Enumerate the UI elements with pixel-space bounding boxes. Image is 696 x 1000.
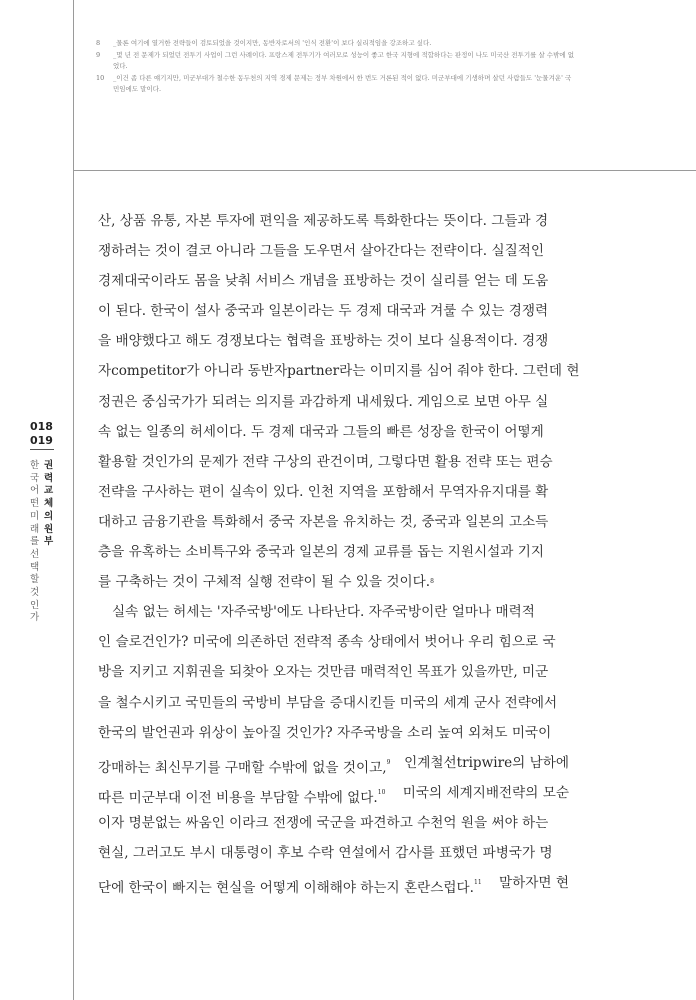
footnote-number: 10 <box>96 73 105 82</box>
text-line: 산, 상품 유통, 자본 투자에 편익을 제공하도록 특화한다는 뜻이다. 그들과 경 <box>98 213 549 229</box>
footnote-number: 9 <box>96 50 101 59</box>
footnote-text: _몇 년 전 문제가 되었던 전투기 사업이 그런 사례이다. 프랑스제 전투기가 여러모로 성능이 좋고 한국 지형에 적합하다는 판정이 나도 미국산 전투기를 살 수밖에 없었다. <box>113 50 574 70</box>
text-line: 을 배양했다고 해도 경쟁보다는 협력을 표방하는 것이 보다 실용적이다. 경쟁 <box>98 333 549 350</box>
text-line: 속 없는 일종의 허세이다. 두 경제 대국과 그들의 빠른 성장을 한국이 어떻게 <box>98 423 544 440</box>
text-line: 쟁하려는 것이 결코 아니라 그들을 도우면서 살아간다는 전략이다. 실질적인 <box>98 243 544 260</box>
text-line: 현실, 그러고도 부시 대통령이 후보 수락 연설에서 감사를 표했던 파병국가 명 <box>98 844 553 861</box>
text-line: 대하고 금융기관을 특화해서 중국 자본을 유치하는 것, 중국과 일본의 고소득 <box>98 513 549 530</box>
text-line: 방을 지키고 지휘권을 되찾아 오자는 것만큼 매력적인 목표가 있을까만, 미군 <box>98 664 549 681</box>
footnote-mark: 8 <box>430 578 434 586</box>
text-line: 이자 명분없는 싸움인 이라크 전쟁에 국군을 파견하고 수천억 원을 써야 하는 <box>98 814 549 831</box>
text-line: 이 된다. 한국이 설사 중국과 일본이라는 두 경제 대국과 겨룰 수 있는 경쟁력 <box>98 303 549 320</box>
text-line: 층을 유혹하는 소비특구와 중국과 일본의 경제 교류를 돕는 지원시설과 기지 <box>98 544 544 561</box>
text-segment <box>98 748 390 778</box>
text-line: 자competitor가 아니라 동반자partner라는 이미지를 심어 줘야 한다. 그런데 현 <box>98 363 580 380</box>
body-text <box>98 206 580 898</box>
text-segment <box>98 778 385 808</box>
footnote <box>96 73 576 96</box>
text-line: 정권은 중심국가가 되려는 의지를 과감하게 내세웠다. 게임으로 보면 아무 실 <box>98 393 549 410</box>
footnote-text: _이건 좀 다른 얘기지만, 미군부대가 철수한 동두천의 지역 경제 문제는 정부 차원에서 한 번도 거론된 적이 없다. 미군부대에 기생하며 살던 사람들도 '눈물겨운' 국민임에도 말이다. <box>113 73 572 93</box>
text-line: 인 슬로건인가? 미국에 의존하던 전략적 종속 상태에서 벗어나 우리 힘으로 국 <box>98 634 556 651</box>
text-segment: 를 구축하는 것이 구체적 실행 전략이 될 수 있을 것이다. <box>98 574 431 591</box>
text-segment: 따른 미군부대 이전 비용을 부담할 수밖에 없다. <box>98 789 378 806</box>
text-line: 경제대국이라도 몸을 낮춰 서비스 개념을 표방하는 것이 실리를 얻는 데 도움 <box>98 273 549 290</box>
text-line: 전략을 구사하는 편이 실속이 있다. 인천 지역을 포함해서 무역자유지대를 확 <box>98 483 549 500</box>
footnote-mark: 11 <box>474 879 482 887</box>
text-segment: 미국의 세계지배전략의 모순 <box>402 784 569 801</box>
footnote <box>96 50 576 73</box>
footnote-divider <box>73 170 696 171</box>
text-segment: 강매하는 최신무기를 구매할 수밖에 없을 것이고, <box>98 759 387 776</box>
text-segment: 말하자면 현 <box>499 875 569 892</box>
text-line <box>98 567 569 597</box>
text-segment: 인계철선tripwire의 남하에 <box>404 754 569 771</box>
text-line: 실속 없는 허세는 '자주국방'에도 나타난다. 자주국방이란 얼마나 매력적 <box>112 604 535 621</box>
page-number-left: 018 <box>30 420 53 433</box>
footnote-mark: 10 <box>377 788 386 796</box>
text-segment <box>98 868 482 898</box>
footnote-mark: 9 <box>386 758 391 766</box>
footnote <box>96 38 576 50</box>
text-line: 을 철수시키고 국민들의 국방비 부담을 증대시킨들 미국의 세계 군사 전략에서 <box>98 694 558 711</box>
text-line <box>98 868 569 898</box>
margin-rule-vertical <box>73 0 74 1000</box>
text-line <box>98 748 569 778</box>
running-title-part1: 한국 어떤 미래를 선택할 것인가 <box>30 460 40 624</box>
page-number-rule <box>30 449 54 450</box>
text-line: 활용할 것인가의 문제가 전략 구상의 관건이며, 그렇다면 활용 전략 또는 편승 <box>98 453 553 470</box>
page-number-right: 019 <box>30 434 53 447</box>
footnote-number: 8 <box>96 39 101 47</box>
footnotes <box>96 38 576 96</box>
running-title-part2: 권력 교체의 원부 <box>44 460 54 548</box>
text-segment: 단에 한국이 빠지는 현실을 어떻게 이해해야 하는지 혼란스럽다. <box>98 880 474 897</box>
page-numbers <box>30 420 60 448</box>
text-line: 한국의 발언권과 위상이 높아질 것인가? 자주국방을 소리 높여 외쳐도 미국이 <box>98 724 552 741</box>
footnote-text: _물론 여기에 열거한 전략들이 검토되었을 것이지만, 동반자로서의 '인식 전환'이 보다 실리적임을 강조하고 싶다. <box>113 39 432 47</box>
text-line <box>98 778 569 808</box>
